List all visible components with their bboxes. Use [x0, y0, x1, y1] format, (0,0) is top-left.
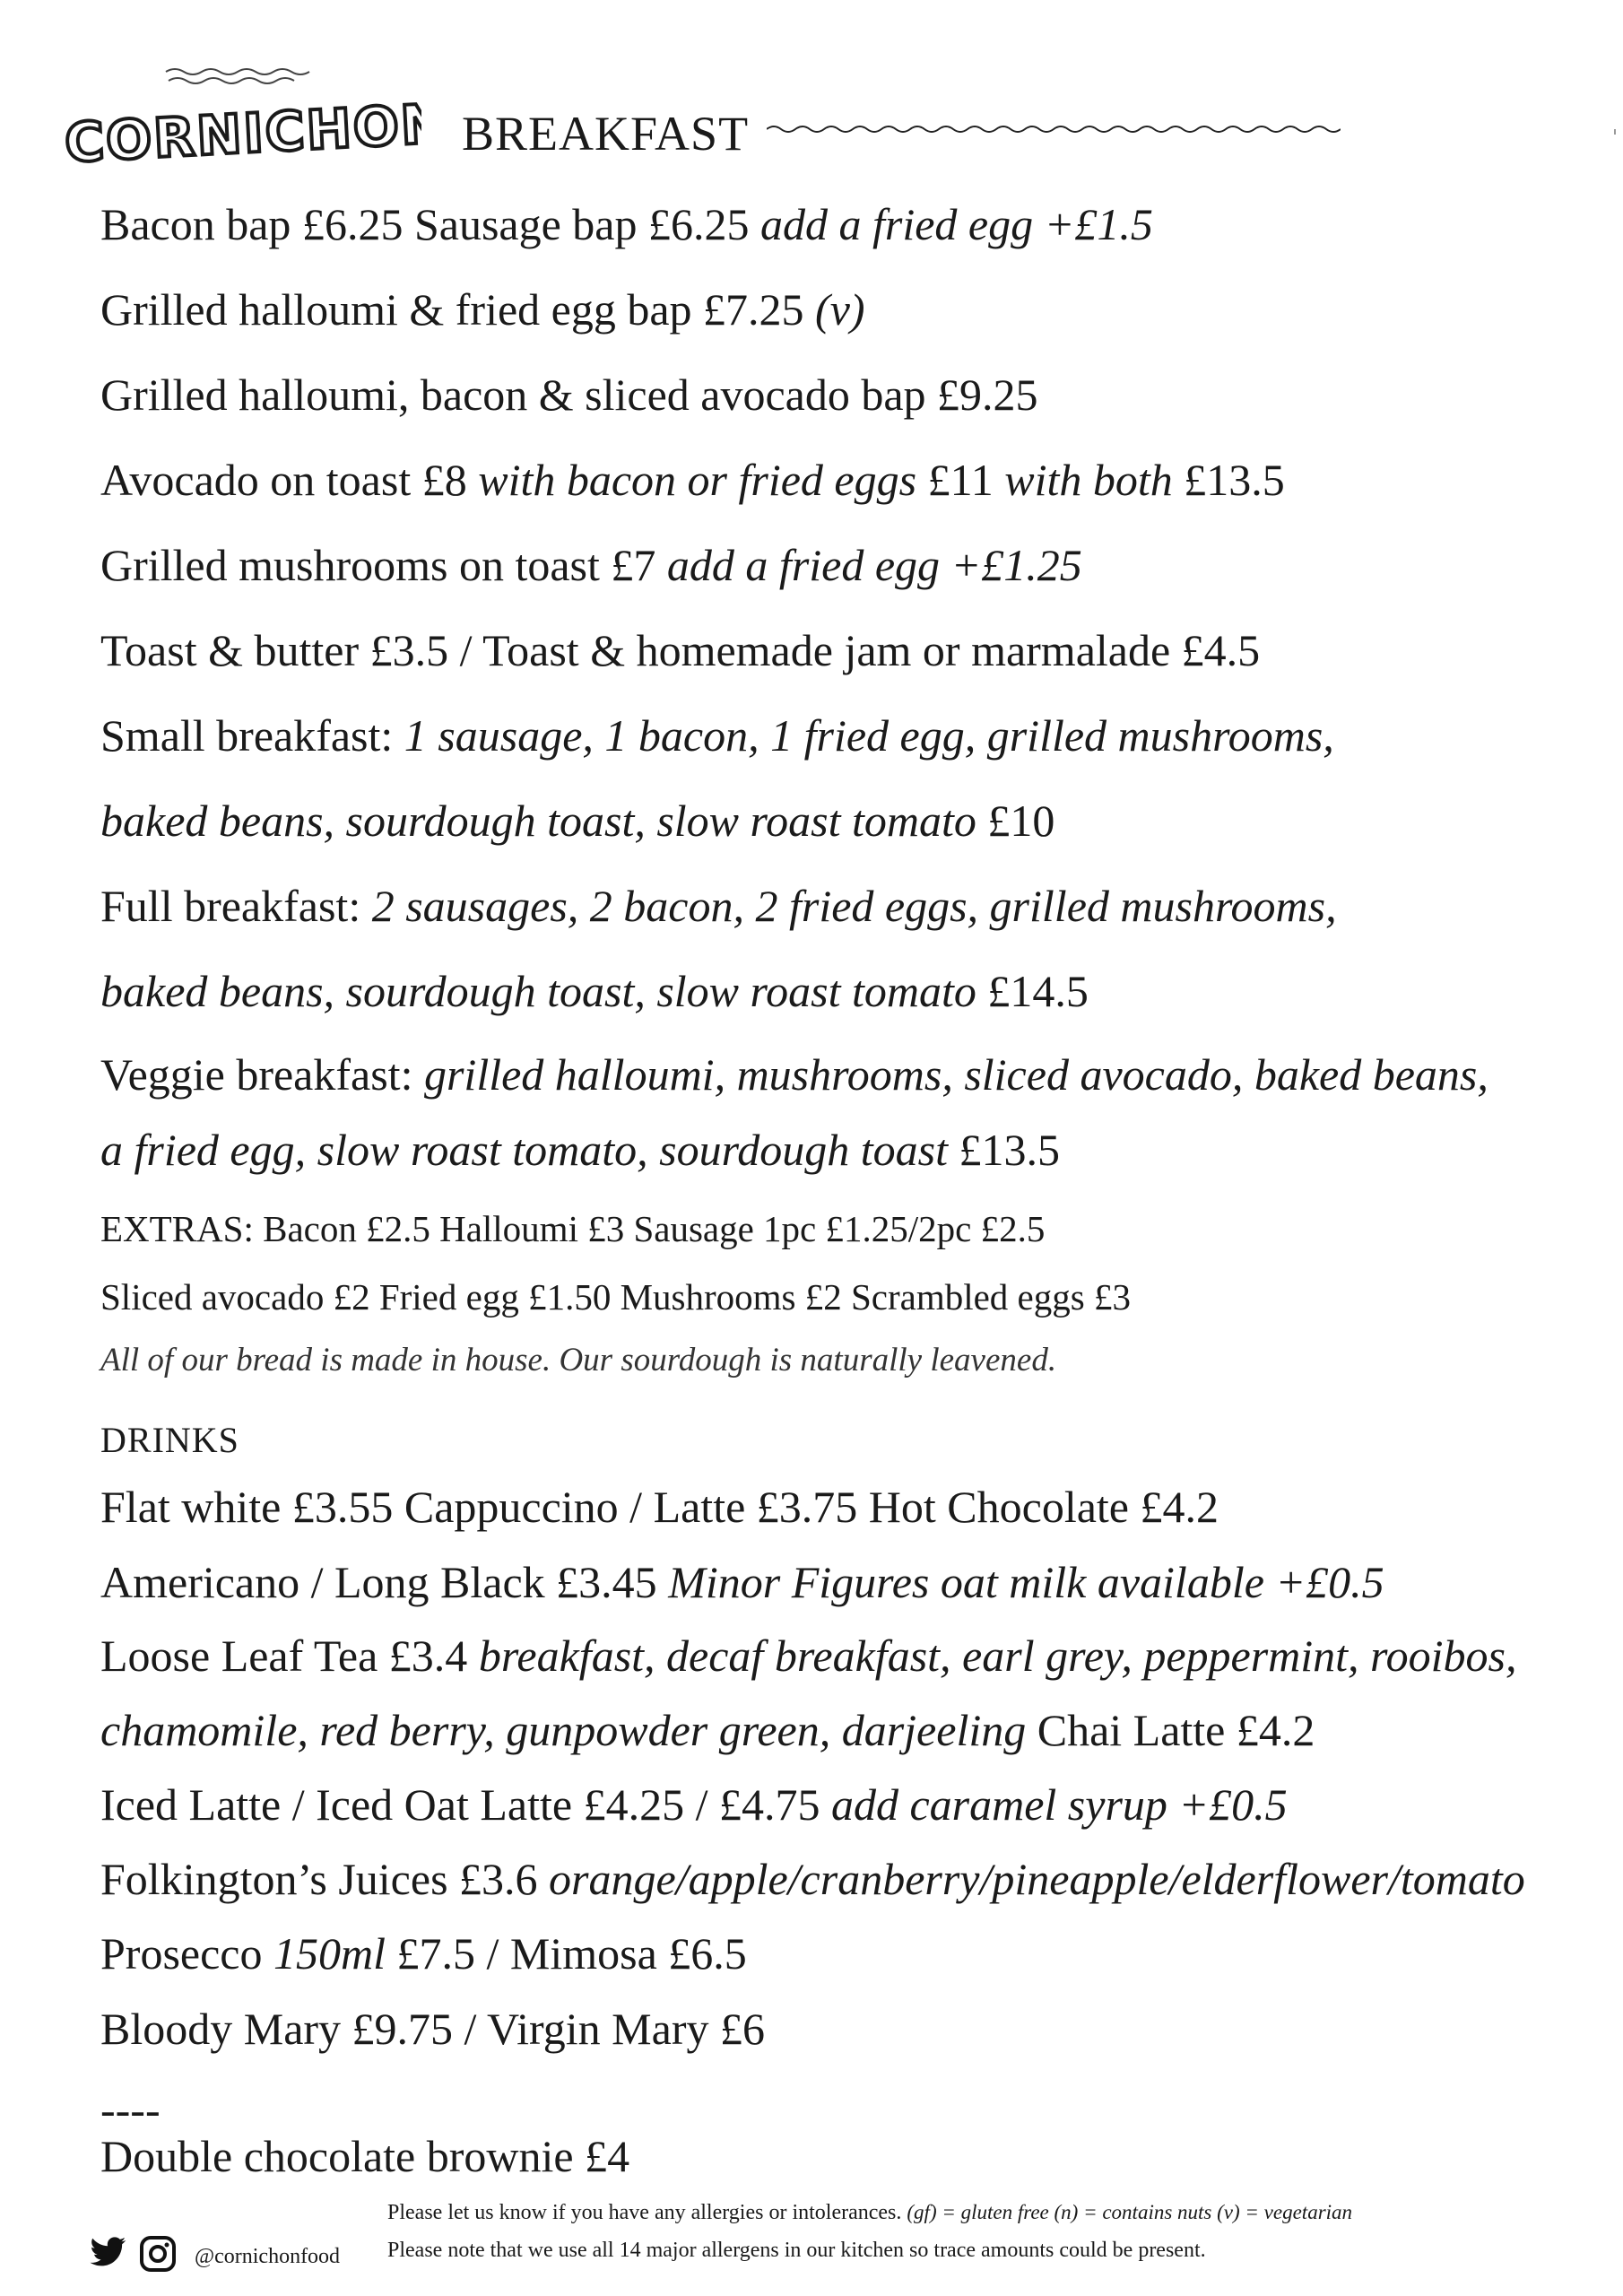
social-handle: @cornichonfood: [195, 2245, 341, 2268]
breakfast-line: [100, 1123, 1060, 1177]
item-description: Minor Figures oat milk available +£0.5: [668, 1557, 1384, 1607]
item-description: add caramel syrup +£0.5: [830, 1779, 1288, 1830]
twitter-icon: [91, 2237, 126, 2266]
allergy-note: Please let us know if you have any allergies or intolerances.: [387, 2201, 902, 2224]
drinks-line: [100, 1926, 747, 1980]
item-text: £13.5: [1184, 455, 1285, 505]
item-description: baked beans, sourdough toast, slow roast tomato: [100, 796, 988, 846]
allergy-line: [387, 2201, 1352, 2225]
breakfast-line: [100, 623, 1260, 677]
logo-text: CORNICHON: [63, 92, 421, 170]
item-text: Grilled mushrooms on toast £7: [100, 540, 667, 590]
item-description: breakfast, decaf breakfast, earl grey, peppermint, rooibos,: [478, 1631, 1517, 1681]
item-text: Iced Latte / Iced Oat Latte £4.25 / £4.75: [100, 1779, 831, 1830]
edge-mark: [1614, 129, 1616, 135]
item-text: Folkington’s Juices £3.6: [100, 1854, 550, 1904]
item-description: add a fried egg +£1.25: [666, 540, 1082, 590]
breakfast-line: [100, 197, 1153, 251]
extras-line-2: Sliced avocado £2 Fried egg £1.50 Mushrooms £2 Scrambled eggs £3: [100, 1276, 1131, 1318]
drinks-line: [100, 1629, 1517, 1683]
item-text: Sausage bap: [403, 199, 648, 249]
item-text: Prosecco: [100, 1928, 273, 1979]
breakfast-line: [100, 794, 1055, 848]
drinks-line: [100, 2002, 765, 2056]
item-description: add a fried egg +£1.5: [749, 199, 1153, 249]
dessert-item: Double chocolate brownie £4: [100, 2131, 630, 2181]
item-text: Grilled halloumi, bacon & sliced avocado bap £9.25: [100, 370, 1038, 420]
item-text: £14.5: [987, 966, 1089, 1016]
item-text: Flat white £3.55 Cappuccino / Latte £3.75 Hot Chocolate £4.2: [100, 1482, 1219, 1532]
item-text: Grilled halloumi & fried egg bap £7.25: [100, 284, 816, 335]
item-text: Small breakfast:: [100, 710, 404, 761]
breakfast-line: [100, 538, 1082, 592]
instagram-icon: [142, 2238, 174, 2270]
title-wave-rule: [767, 122, 1341, 136]
drinks-line: [100, 1555, 1384, 1609]
item-description: with bacon or fried eggs: [478, 455, 928, 505]
trace-note: Please note that we use all 14 major allergens in our kitchen so trace amounts could be present.: [387, 2239, 1206, 2262]
item-description: (v): [815, 284, 865, 335]
item-description: with both: [1004, 455, 1185, 505]
item-text: £7.5 / Mimosa £6.5: [396, 1928, 747, 1979]
item-description: 1 sausage, 1 bacon, 1 fried egg, grilled mushrooms,: [404, 710, 1334, 761]
breakfast-line: [100, 283, 865, 336]
item-text: Chai Latte £4.2: [1037, 1705, 1315, 1755]
item-text: £6.25: [301, 199, 404, 249]
breakfast-line: [100, 1048, 1488, 1101]
item-text: Loose Leaf Tea £3.4: [100, 1631, 479, 1681]
item-text: Veggie breakfast:: [100, 1049, 424, 1100]
item-description: chamomile, red berry, gunpowder green, darjeeling: [100, 1705, 1037, 1755]
item-description: orange/apple/cranberry/pineapple/elderflower/tomato: [549, 1854, 1525, 1904]
item-text: Americano / Long Black £3.45: [100, 1557, 669, 1607]
item-description: 2 sausages, 2 bacon, 2 fried eggs, grilled mushrooms,: [371, 881, 1337, 931]
item-text: Bloody Mary £9.75 / Virgin Mary £6: [100, 2004, 765, 2054]
breakfast-line: [100, 709, 1334, 762]
breakfast-line: [100, 453, 1285, 507]
drinks-line: [100, 1778, 1288, 1831]
drinks-heading: DRINKS: [100, 1420, 239, 1460]
item-description: a fried egg, slow roast tomato, sourdough toast: [100, 1125, 959, 1175]
drinks-line: [100, 1703, 1315, 1757]
item-text: £6.25: [647, 199, 750, 249]
item-description: baked beans, sourdough toast, slow roast tomato: [100, 966, 988, 1016]
item-text: Bacon bap: [100, 199, 302, 249]
drinks-line: [100, 1480, 1219, 1534]
breakfast-line: [100, 879, 1337, 933]
logo-graphic: [63, 54, 421, 170]
extras-line-1: EXTRAS: Bacon £2.5 Halloumi £3 Sausage 1pc £1.25/2pc £2.5: [100, 1208, 1046, 1249]
item-description: 150ml: [273, 1928, 397, 1979]
item-text: £10: [987, 796, 1055, 846]
breakfast-line: [100, 964, 1089, 1018]
item-description: grilled halloumi, mushrooms, sliced avocado, baked beans,: [423, 1049, 1488, 1100]
diet-legend: (gf) = gluten free (n) = contains nuts (v) = vegetarian: [907, 2201, 1353, 2223]
item-text: £11: [927, 455, 1005, 505]
breakfast-line: [100, 368, 1038, 422]
item-text: Full breakfast:: [100, 881, 372, 931]
social-icons: [90, 2233, 188, 2276]
item-text: Toast & butter £3.5 / Toast & homemade jam or marmalade £4.5: [100, 625, 1261, 675]
item-text: £13.5: [959, 1125, 1060, 1175]
separator: ----: [100, 2084, 161, 2135]
item-text: Avocado on toast £8: [100, 455, 479, 505]
bread-note: All of our bread is made in house. Our sourdough is naturally leavened.: [100, 1342, 1057, 1378]
cornichon-logo: [63, 54, 421, 170]
menu-title: BREAKFAST: [462, 107, 750, 161]
drinks-line: [100, 1852, 1525, 1906]
